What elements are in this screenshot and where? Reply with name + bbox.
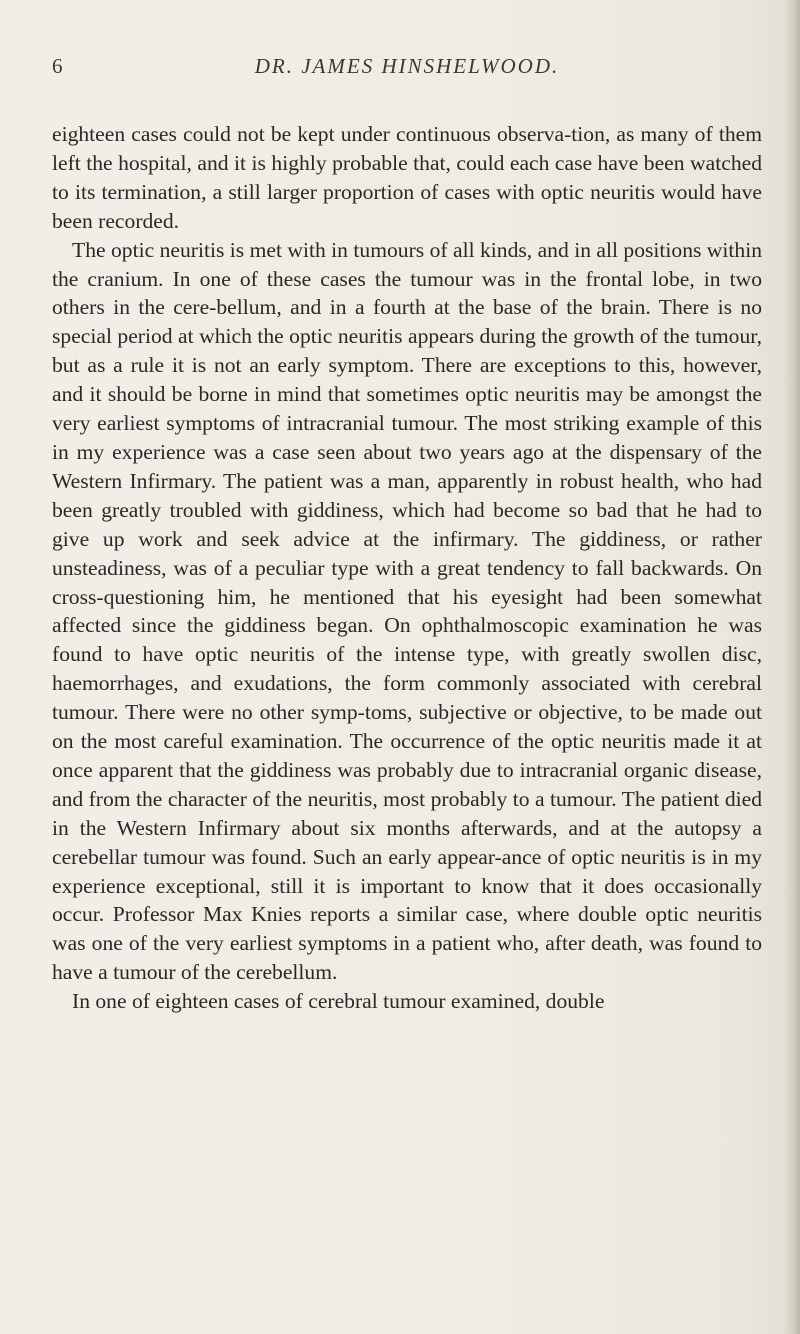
- paragraph-optic-neuritis: The optic neuritis is met with in tumours of all kinds, and in all positions within the cranium. In one of these cases the tumour was in the frontal lobe, in two others in the cere-bellum, and in a fourth at the base of the brain. There is no special period at which the optic neuritis appears during the growth of the tumour, but as a rule it is not an early symptom. There are exceptions to this, however, and it should be borne in mind that sometimes optic neuritis may be amongst the very earliest symptoms of intracranial tumour. The most striking example of this in my experience was a case seen about two years ago at the dispensary of the Western Infirmary. The patient was a man, apparently in robust health, who had been greatly troubled with giddiness, which had become so bad that he had to give up work and seek advice at the infirmary. The giddiness, or rather unsteadiness, was of a peculiar type with a great tendency to fall backwards. On cross-questioning him, he mentioned that his eyesight had been somewhat affected since the giddiness began. On ophthalmoscopic examination he was found to have optic neuritis of the intense type, with greatly swollen disc, haemorrhages, and exudations, the form commonly associated with cerebral tumour. There were no other symp-toms, subjective or objective, to be made out on the most careful examination. The occurrence of the optic neuritis made it at once apparent that the giddiness was probably due to intracranial organic disease, and from the character of the neuritis, most probably to a tumour. The patient died in the Western Infirmary about six months afterwards, and at the autopsy a cerebellar tumour was found. Such an early appear-ance of optic neuritis is in my experience exceptional, still it is important to know that it does occasionally occur. Professor Max Knies reports a similar case, where double optic neuritis was one of the very earliest symptoms in a patient who, after death, was found to have a tumour of the cerebellum.: [52, 237, 762, 985]
- page-edge-shadow: [784, 0, 800, 1334]
- paragraph-final: In one of eighteen cases of cerebral tumour examined, double: [72, 989, 605, 1014]
- page-number: 6: [52, 54, 63, 78]
- page-header: [52, 54, 762, 84]
- paragraph-continuation: eighteen cases could not be kept under continuous observa-tion, as many of them left the hospital, and it is highly probable that, could each case have been watched to its termination, a still larger proportion of cases with optic neuritis would have been recorded.: [52, 122, 762, 233]
- body-text: [52, 120, 762, 1016]
- running-head: DR. JAMES HINSHELWOOD.: [254, 54, 560, 78]
